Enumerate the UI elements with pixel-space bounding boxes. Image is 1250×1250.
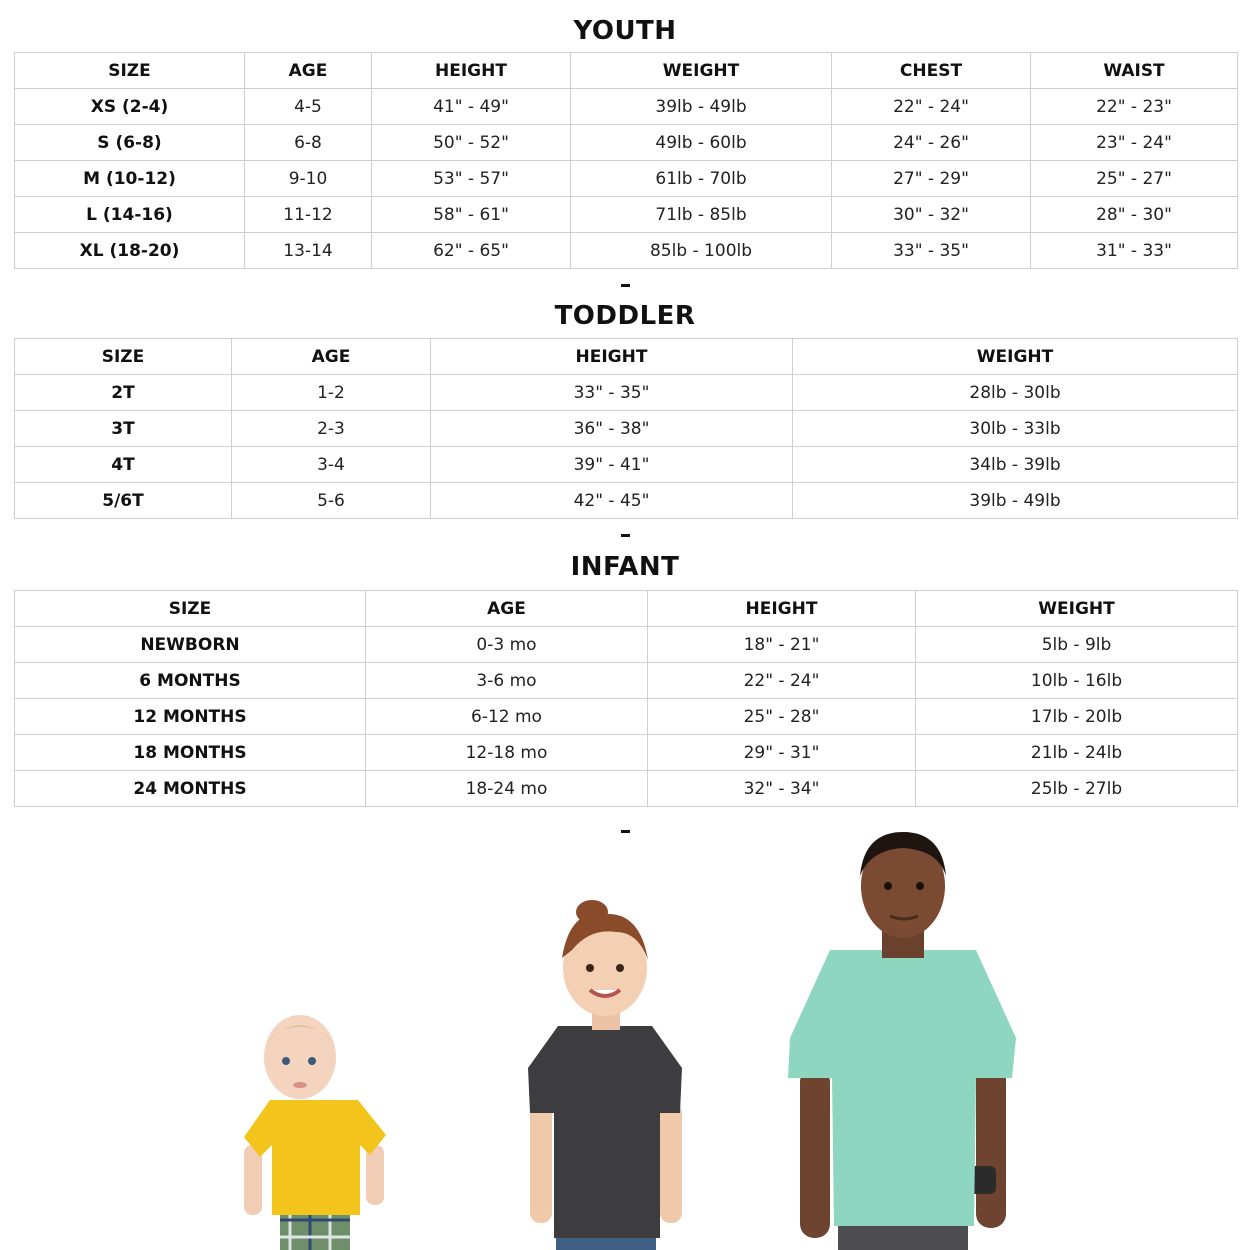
age-cell: 5-6 — [232, 483, 431, 519]
table-row — [15, 411, 1238, 447]
age-cell: 3-6 mo — [366, 663, 648, 699]
waist-cell: 25" - 27" — [1031, 161, 1238, 197]
section-divider — [621, 284, 630, 287]
section-divider — [621, 534, 630, 537]
height-cell: 29" - 31" — [648, 735, 916, 771]
size-cell: M (10-12) — [15, 161, 245, 197]
waist-cell: 31" - 33" — [1031, 233, 1238, 269]
toddler-model-photo — [520, 898, 690, 1250]
infant-model-photo — [230, 1005, 400, 1250]
chest-cell: 30" - 32" — [832, 197, 1031, 233]
waist-cell: 22" - 23" — [1031, 89, 1238, 125]
youth-size-table — [14, 52, 1238, 269]
height-cell: 58" - 61" — [372, 197, 571, 233]
youth-model-photo — [780, 828, 1030, 1250]
height-cell: 62" - 65" — [372, 233, 571, 269]
weight-cell: 10lb - 16lb — [916, 663, 1238, 699]
weight-cell: 34lb - 39lb — [793, 447, 1238, 483]
height-cell: 32" - 34" — [648, 771, 916, 807]
height-cell: 22" - 24" — [648, 663, 916, 699]
table-row — [15, 699, 1238, 735]
size-cell: XL (18-20) — [15, 233, 245, 269]
size-cell: S (6-8) — [15, 125, 245, 161]
column-header-height: HEIGHT — [372, 53, 571, 89]
toddler-size-table — [14, 338, 1238, 519]
section-divider — [621, 830, 630, 833]
infant-title: INFANT — [570, 552, 680, 582]
toddler-title: TODDLER — [554, 301, 696, 331]
table-header-row — [15, 339, 1238, 375]
age-cell: 11-12 — [245, 197, 372, 233]
height-cell: 42" - 45" — [431, 483, 793, 519]
weight-cell: 49lb - 60lb — [571, 125, 832, 161]
height-cell: 25" - 28" — [648, 699, 916, 735]
height-cell: 53" - 57" — [372, 161, 571, 197]
size-cell: 2T — [15, 375, 232, 411]
column-header-size: SIZE — [15, 339, 232, 375]
column-header-size: SIZE — [15, 53, 245, 89]
column-header-weight: WEIGHT — [793, 339, 1238, 375]
age-cell: 18-24 mo — [366, 771, 648, 807]
weight-cell: 30lb - 33lb — [793, 411, 1238, 447]
table-row — [15, 447, 1238, 483]
table-row — [15, 771, 1238, 807]
column-header-size: SIZE — [15, 591, 366, 627]
table-row — [15, 663, 1238, 699]
column-header-weight: WEIGHT — [571, 53, 832, 89]
column-header-weight: WEIGHT — [916, 591, 1238, 627]
age-cell: 6-12 mo — [366, 699, 648, 735]
size-cell: XS (2-4) — [15, 89, 245, 125]
table-header-row — [15, 591, 1238, 627]
size-cell: 3T — [15, 411, 232, 447]
size-cell: NEWBORN — [15, 627, 366, 663]
chest-cell: 27" - 29" — [832, 161, 1031, 197]
table-row — [15, 161, 1238, 197]
chest-cell: 24" - 26" — [832, 125, 1031, 161]
size-cell: 12 MONTHS — [15, 699, 366, 735]
age-cell: 12-18 mo — [366, 735, 648, 771]
size-cell: L (14-16) — [15, 197, 245, 233]
weight-cell: 85lb - 100lb — [571, 233, 832, 269]
table-row — [15, 735, 1238, 771]
weight-cell: 28lb - 30lb — [793, 375, 1238, 411]
age-cell: 4-5 — [245, 89, 372, 125]
table-row — [15, 197, 1238, 233]
waist-cell: 28" - 30" — [1031, 197, 1238, 233]
weight-cell: 17lb - 20lb — [916, 699, 1238, 735]
weight-cell: 71lb - 85lb — [571, 197, 832, 233]
height-cell: 18" - 21" — [648, 627, 916, 663]
chest-cell: 33" - 35" — [832, 233, 1031, 269]
size-cell: 4T — [15, 447, 232, 483]
weight-cell: 39lb - 49lb — [571, 89, 832, 125]
weight-cell: 61lb - 70lb — [571, 161, 832, 197]
weight-cell: 39lb - 49lb — [793, 483, 1238, 519]
age-cell: 6-8 — [245, 125, 372, 161]
waist-cell: 23" - 24" — [1031, 125, 1238, 161]
table-row — [15, 375, 1238, 411]
height-cell: 50" - 52" — [372, 125, 571, 161]
weight-cell: 25lb - 27lb — [916, 771, 1238, 807]
weight-cell: 5lb - 9lb — [916, 627, 1238, 663]
column-header-age: AGE — [245, 53, 372, 89]
size-cell: 18 MONTHS — [15, 735, 366, 771]
table-row — [15, 627, 1238, 663]
size-cell: 24 MONTHS — [15, 771, 366, 807]
column-header-chest: CHEST — [832, 53, 1031, 89]
age-cell: 9-10 — [245, 161, 372, 197]
infant-size-table — [14, 590, 1238, 807]
column-header-height: HEIGHT — [431, 339, 793, 375]
age-cell: 2-3 — [232, 411, 431, 447]
column-header-age: AGE — [232, 339, 431, 375]
height-cell: 33" - 35" — [431, 375, 793, 411]
height-cell: 39" - 41" — [431, 447, 793, 483]
youth-title: YOUTH — [573, 16, 677, 46]
height-cell: 41" - 49" — [372, 89, 571, 125]
table-row — [15, 125, 1238, 161]
column-header-height: HEIGHT — [648, 591, 916, 627]
column-header-age: AGE — [366, 591, 648, 627]
height-cell: 36" - 38" — [431, 411, 793, 447]
age-cell: 0-3 mo — [366, 627, 648, 663]
age-cell: 1-2 — [232, 375, 431, 411]
table-row — [15, 89, 1238, 125]
age-cell: 13-14 — [245, 233, 372, 269]
age-cell: 3-4 — [232, 447, 431, 483]
size-cell: 5/6T — [15, 483, 232, 519]
yellow-tshirt — [244, 1100, 386, 1215]
column-header-waist: WAIST — [1031, 53, 1238, 89]
table-header-row — [15, 53, 1238, 89]
size-cell: 6 MONTHS — [15, 663, 366, 699]
chest-cell: 22" - 24" — [832, 89, 1031, 125]
table-row — [15, 483, 1238, 519]
weight-cell: 21lb - 24lb — [916, 735, 1238, 771]
table-row — [15, 233, 1238, 269]
